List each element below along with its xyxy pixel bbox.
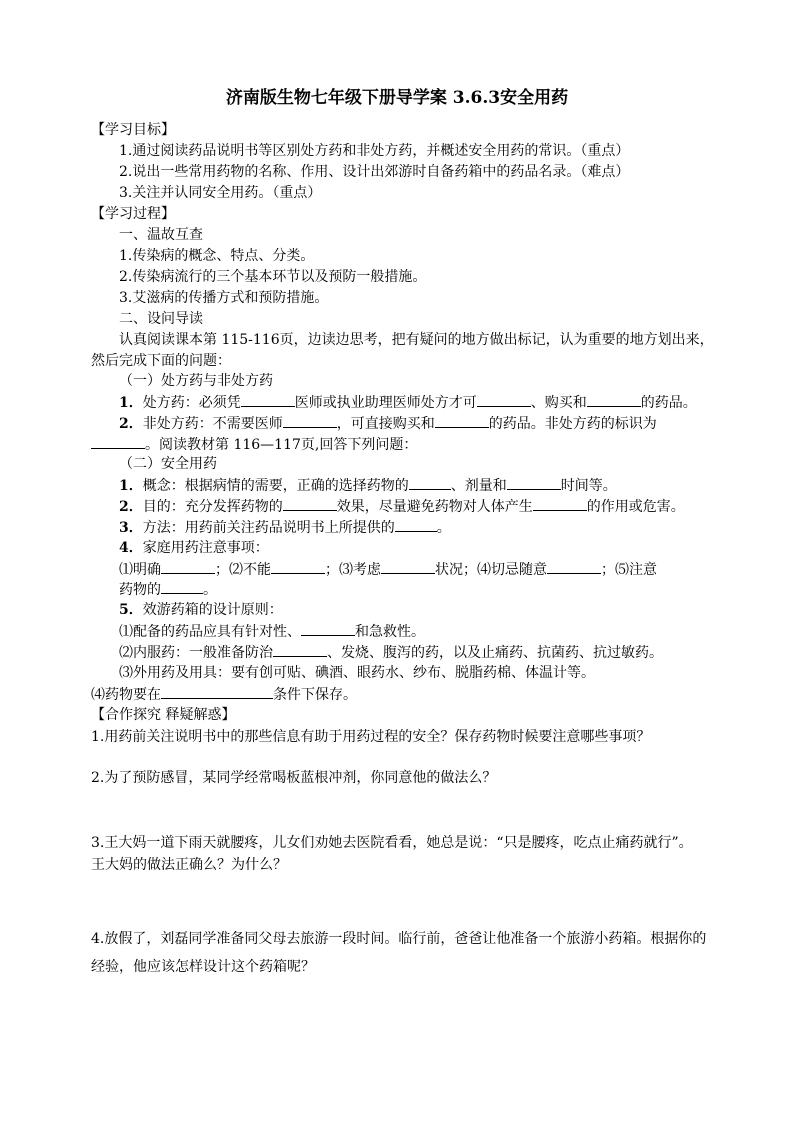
part1-q1: 1．处方药：必须凭 医师或执业助理医师处方才可 、购买和 的药品。 (119, 392, 697, 413)
fill-blank[interactable] (91, 434, 145, 449)
q-number: 2． (119, 416, 143, 432)
q-number: 3． (119, 520, 143, 536)
part2-q5: 5．效游药箱的设计原则： (119, 602, 283, 618)
part2-q4-cont: 药物的 。 (119, 579, 217, 600)
coop-q1: 1.用药前关注说明书中的那些信息有助于用药过程的安全？保存药物时候要注意哪些事项？ (91, 729, 651, 745)
fill-blank[interactable] (271, 559, 325, 574)
fill-blank[interactable] (301, 621, 355, 636)
review-item: 1.传染病的概念、特点、分类。 (119, 248, 315, 264)
fill-blank[interactable] (547, 559, 601, 574)
part2-q4: 4．家庭用药注意事项： (119, 540, 269, 556)
part1-q2-cont: 。阅读教材第 116—117页,回答下列问题： (91, 434, 417, 455)
fill-blank[interactable] (381, 559, 435, 574)
coop-q3: 3.王大妈一道下雨天就腰疼，儿女们劝她去医院看看，她总是说：“只是腰疼，吃点止痛药就行”。 (91, 835, 693, 851)
fill-blank[interactable] (283, 496, 337, 511)
review-item: 2.传染病流行的三个基本环节以及预防一般措施。 (119, 269, 427, 285)
goal-item: 3.关注并认同安全用药。（重点） (119, 185, 322, 201)
fill-blank[interactable] (477, 392, 531, 407)
fill-blank[interactable] (161, 579, 203, 594)
fill-blank[interactable] (533, 496, 587, 511)
part2-q5-4: ⑷药物要在 条件下保存。 (91, 684, 357, 705)
fill-blank[interactable] (507, 475, 561, 490)
coop-q3-cont: 王大妈的做法正确么？为什么？ (91, 857, 287, 873)
fill-blank[interactable] (395, 517, 437, 532)
part1-q2: 2．非处方药：不需要医师 ，可直接购买和 的药品。非处方药的标识为 (119, 413, 657, 434)
guide-intro: 认真阅读课本第 115-116页，边读边思考，把有疑问的地方做出标记，认为重要的地方划出来， (119, 332, 714, 348)
part2-q2: 2．目的：充分发挥药物的 效果，尽量避免药物对人体产生 的作用或危害。 (119, 496, 685, 517)
q-number: 1． (119, 478, 143, 494)
goals-heading: 【学习目标】 (91, 122, 175, 138)
fill-blank[interactable] (161, 684, 273, 699)
part1-heading: （一）处方药与非处方药 (119, 373, 273, 389)
fill-blank[interactable] (435, 413, 489, 428)
fill-blank[interactable] (241, 392, 295, 407)
coop-q2: 2.为了预防感冒，某同学经常喝板蓝根冲剂，你同意他的做法么？ (91, 770, 497, 786)
guide-intro: 然后完成下面的问题： (91, 353, 231, 369)
coop-q4-cont: 经验，他应该怎样设计这个药箱呢？ (91, 959, 315, 975)
goal-item: 2.说出一些常用药物的名称、作用、设计出郊游时自备药箱中的药品名录。（难点） (119, 164, 630, 180)
part2-q5-1: ⑴配备的药品应具有针对性、 和急救性。 (119, 621, 425, 642)
part2-q5-3: ⑶外用药及用具：要有创可贴、碘酒、眼药水、纱布、脱脂药棉、体温计等。 (119, 665, 595, 681)
q-number: 2． (119, 499, 143, 515)
goal-item: 1.通过阅读药品说明书等区别处方药和非处方药，并概述安全用药的常识。（重点） (119, 143, 630, 159)
part2-q3: 3．方法：用药前关注药品说明书上所提供的 。 (119, 517, 451, 538)
fill-blank[interactable] (283, 413, 337, 428)
fill-blank[interactable] (273, 642, 327, 657)
coop-heading: 【合作探究 释疑解惑】 (91, 707, 236, 723)
q-number: 4． (119, 540, 143, 556)
coop-q4: 4.放假了，刘磊同学准备同父母去旅游一段时间。临行前，爸爸让他准备一个旅游小药箱。根据你的 (91, 931, 707, 947)
q-number: 5． (119, 602, 143, 618)
fill-blank[interactable] (409, 475, 451, 490)
part2-q1: 1．概念：根据病情的需要，正确的选择药物的 、剂量和 时间等。 (119, 475, 617, 496)
part2-q4-items: ⑴明确 ；⑵不能 ；⑶考虑 状况；⑷切忌随意 ；⑸注意 (119, 559, 657, 580)
fill-blank[interactable] (587, 392, 641, 407)
guide-heading: 二、设问导读 (119, 311, 203, 327)
review-item: 3.艾滋病的传播方式和预防措施。 (119, 290, 329, 306)
review-heading: 一、温故互查 (119, 227, 203, 243)
part2-q5-2: ⑵内服药：一般准备防治 、发烧、腹泻的药，以及止痛药、抗菌药、抗过敏药。 (119, 642, 663, 663)
page-title: 济南版生物七年级下册导学案 3.6.3安全用药 (225, 88, 569, 108)
part2-heading: （二）安全用药 (119, 456, 217, 472)
q-number: 1． (119, 395, 143, 411)
fill-blank[interactable] (161, 559, 215, 574)
process-heading: 【学习过程】 (91, 206, 175, 222)
